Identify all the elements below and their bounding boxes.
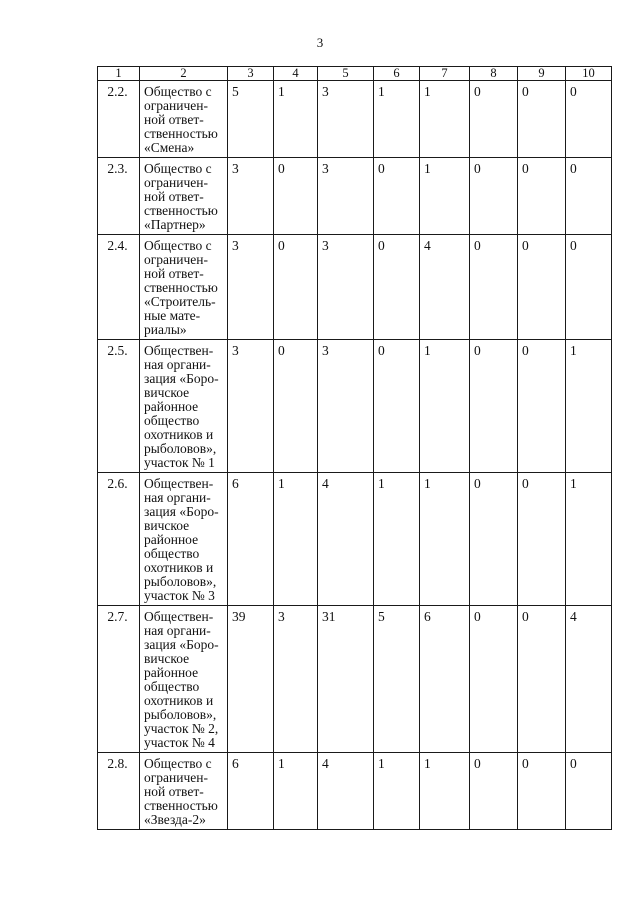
value-cell: 0 — [470, 158, 518, 235]
value-cell: 0 — [470, 473, 518, 606]
data-table — [97, 66, 612, 830]
table-row — [98, 753, 612, 830]
value-cell: 6 — [420, 606, 470, 753]
value-cell: 0 — [518, 81, 566, 158]
value-cell: 1 — [566, 473, 612, 606]
organization-name: Общество с ограничен- ной ответ- ственностью «Строитель- ные мате- риалы» — [140, 235, 228, 340]
value-cell: 4 — [318, 473, 374, 606]
value-cell: 5 — [374, 606, 420, 753]
value-cell: 0 — [274, 340, 318, 473]
organization-name: Общество с ограничен- ной ответ- ственностью «Смена» — [140, 81, 228, 158]
value-cell: 6 — [228, 753, 274, 830]
value-cell: 0 — [374, 158, 420, 235]
table-row — [98, 235, 612, 340]
value-cell: 0 — [518, 753, 566, 830]
value-cell: 0 — [274, 158, 318, 235]
page-number: 3 — [316, 35, 324, 50]
value-cell: 1 — [374, 81, 420, 158]
header-cell: 2 — [140, 67, 228, 81]
organization-name: Общество с ограничен- ной ответ- ственностью «Партнер» — [140, 158, 228, 235]
value-cell: 1 — [374, 473, 420, 606]
value-cell: 4 — [318, 753, 374, 830]
value-cell: 0 — [274, 235, 318, 340]
value-cell: 0 — [518, 235, 566, 340]
value-cell: 6 — [228, 473, 274, 606]
header-cell: 3 — [228, 67, 274, 81]
value-cell: 39 — [228, 606, 274, 753]
header-cell: 9 — [518, 67, 566, 81]
value-cell: 0 — [518, 340, 566, 473]
header-cell: 10 — [566, 67, 612, 81]
table-row — [98, 81, 612, 158]
value-cell: 0 — [470, 81, 518, 158]
value-cell: 3 — [228, 340, 274, 473]
value-cell: 1 — [274, 81, 318, 158]
value-cell: 1 — [274, 473, 318, 606]
value-cell: 0 — [518, 158, 566, 235]
value-cell: 3 — [318, 340, 374, 473]
row-number: 2.2. — [98, 81, 140, 158]
value-cell: 4 — [566, 606, 612, 753]
value-cell: 3 — [228, 158, 274, 235]
row-number: 2.5. — [98, 340, 140, 473]
organization-name: Общество с ограничен- ной ответ- ственностью «Звезда-2» — [140, 753, 228, 830]
value-cell: 0 — [374, 340, 420, 473]
row-number: 2.6. — [98, 473, 140, 606]
header-cell: 6 — [374, 67, 420, 81]
header-cell: 1 — [98, 67, 140, 81]
header-cell: 5 — [318, 67, 374, 81]
organization-name: Обществен- ная органи- зация «Боро- вичское районное общество охотников и рыболовов», участок № 3 — [140, 473, 228, 606]
value-cell: 0 — [566, 81, 612, 158]
value-cell: 3 — [274, 606, 318, 753]
value-cell: 3 — [318, 81, 374, 158]
value-cell: 1 — [374, 753, 420, 830]
value-cell: 0 — [518, 606, 566, 753]
value-cell: 1 — [566, 340, 612, 473]
header-cell: 7 — [420, 67, 470, 81]
value-cell: 1 — [420, 81, 470, 158]
row-number: 2.4. — [98, 235, 140, 340]
value-cell: 1 — [420, 158, 470, 235]
value-cell: 5 — [228, 81, 274, 158]
value-cell: 0 — [518, 473, 566, 606]
table-row — [98, 473, 612, 606]
table-row — [98, 158, 612, 235]
value-cell: 0 — [470, 340, 518, 473]
value-cell: 31 — [318, 606, 374, 753]
table-row — [98, 606, 612, 753]
value-cell: 3 — [318, 158, 374, 235]
organization-name: Обществен- ная органи- зация «Боро- вичское районное общество охотников и рыболовов», участок № 1 — [140, 340, 228, 473]
value-cell: 1 — [420, 753, 470, 830]
value-cell: 1 — [420, 340, 470, 473]
value-cell: 0 — [566, 235, 612, 340]
header-row — [98, 67, 612, 81]
header-cell: 4 — [274, 67, 318, 81]
value-cell: 0 — [470, 235, 518, 340]
organization-name: Обществен- ная органи- зация «Боро- вичское районное общество охотников и рыболовов», участок № 2, участок № 4 — [140, 606, 228, 753]
value-cell: 3 — [318, 235, 374, 340]
value-cell: 4 — [420, 235, 470, 340]
value-cell: 3 — [228, 235, 274, 340]
table-row — [98, 340, 612, 473]
value-cell: 0 — [566, 753, 612, 830]
value-cell: 1 — [420, 473, 470, 606]
row-number: 2.8. — [98, 753, 140, 830]
value-cell: 1 — [274, 753, 318, 830]
row-number: 2.7. — [98, 606, 140, 753]
header-cell: 8 — [470, 67, 518, 81]
value-cell: 0 — [566, 158, 612, 235]
value-cell: 0 — [470, 753, 518, 830]
value-cell: 0 — [470, 606, 518, 753]
row-number: 2.3. — [98, 158, 140, 235]
value-cell: 0 — [374, 235, 420, 340]
